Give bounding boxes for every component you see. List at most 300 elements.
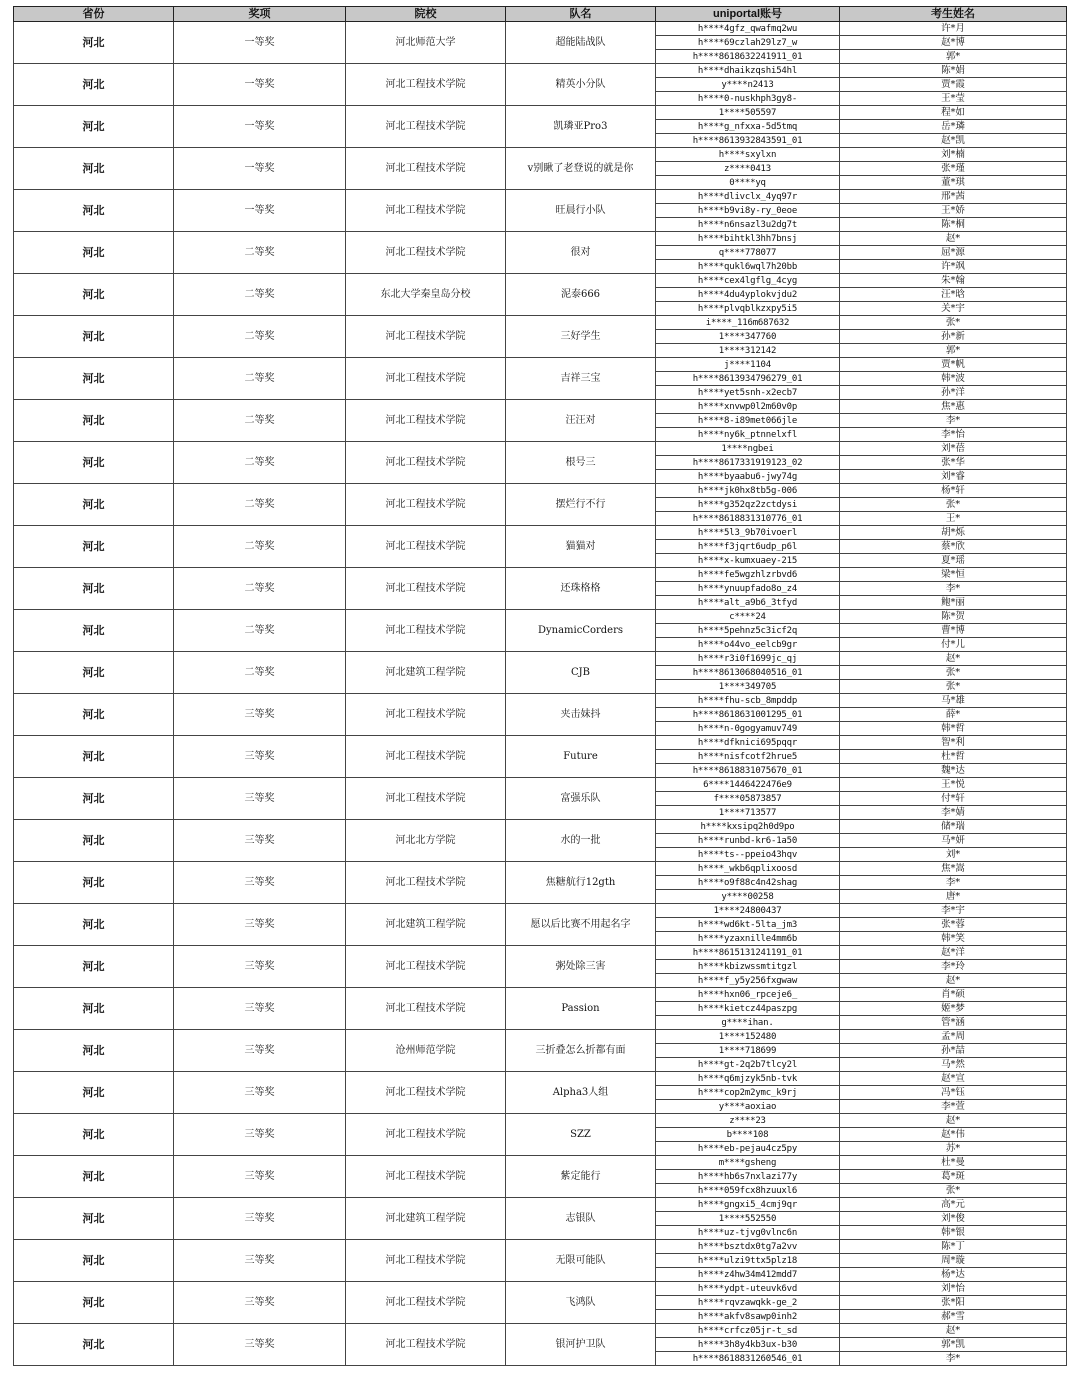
student-name-cell: 李*怡 — [840, 428, 1067, 442]
header-row — [14, 7, 1067, 22]
team-name-cell: 银河护卫队 — [506, 1324, 656, 1366]
table-row — [14, 694, 1067, 708]
school-cell: 河北工程技术学院 — [346, 316, 506, 358]
province-cell: 河北 — [14, 106, 174, 148]
team-name-cell: 志银队 — [506, 1198, 656, 1240]
account-cell: b****108 — [656, 1128, 840, 1142]
student-name-cell: 薛* — [840, 708, 1067, 722]
school-cell: 河北工程技术学院 — [346, 988, 506, 1030]
student-name-cell: 陈*贺 — [840, 610, 1067, 624]
student-name-cell: 刘*睿 — [840, 470, 1067, 484]
team-name-cell: SZZ — [506, 1114, 656, 1156]
award-cell: 一等奖 — [174, 64, 346, 106]
province-cell: 河北 — [14, 610, 174, 652]
account-cell: h****runbd-kr6-1a50 — [656, 834, 840, 848]
account-cell: h****ynuupfado8o_z4 — [656, 582, 840, 596]
table-row — [14, 610, 1067, 624]
student-name-cell: 许*月 — [840, 22, 1067, 36]
school-cell: 河北工程技术学院 — [346, 1114, 506, 1156]
student-name-cell: 汪*晗 — [840, 288, 1067, 302]
account-cell: h****o9f88c4n42shag — [656, 876, 840, 890]
award-cell: 二等奖 — [174, 652, 346, 694]
student-name-cell: 赵*凯 — [840, 134, 1067, 148]
team-name-cell: Future — [506, 736, 656, 778]
header-province: 省份 — [14, 7, 174, 22]
account-cell: 6****1446422476e9 — [656, 778, 840, 792]
account-cell: h****ulzi9ttx5plz18 — [656, 1254, 840, 1268]
student-name-cell: 魏*达 — [840, 764, 1067, 778]
account-cell: h****8618831260546_01 — [656, 1352, 840, 1366]
student-name-cell: 岳*璘 — [840, 120, 1067, 134]
province-cell: 河北 — [14, 1282, 174, 1324]
table-row — [14, 1198, 1067, 1212]
student-name-cell: 关*宇 — [840, 302, 1067, 316]
account-cell: h****cop2m2ymc_k9rj — [656, 1086, 840, 1100]
account-cell: h****qukl6wql7h20bb — [656, 260, 840, 274]
header-school: 院校 — [346, 7, 506, 22]
account-cell: y****aoxiao — [656, 1100, 840, 1114]
account-cell: y****n2413 — [656, 78, 840, 92]
team-name-cell: Alpha3人组 — [506, 1072, 656, 1114]
province-cell: 河北 — [14, 526, 174, 568]
team-name-cell: 凯璘亚Pro3 — [506, 106, 656, 148]
province-cell: 河北 — [14, 1324, 174, 1366]
school-cell: 河北师范大学 — [346, 22, 506, 64]
student-name-cell: 夏*瑶 — [840, 554, 1067, 568]
student-name-cell: 赵* — [840, 1324, 1067, 1338]
account-cell: h****5l3_9b70ivoerl — [656, 526, 840, 540]
account-cell: h****dhaikzqshi54hl — [656, 64, 840, 78]
account-cell: 1****552550 — [656, 1212, 840, 1226]
award-cell: 三等奖 — [174, 1114, 346, 1156]
student-name-cell: 李* — [840, 876, 1067, 890]
student-name-cell: 周*璇 — [840, 1254, 1067, 1268]
award-cell: 二等奖 — [174, 610, 346, 652]
team-name-cell: 猫猫对 — [506, 526, 656, 568]
student-name-cell: 马*妍 — [840, 834, 1067, 848]
student-name-cell: 陈*娟 — [840, 64, 1067, 78]
student-name-cell: 许*飒 — [840, 260, 1067, 274]
province-cell: 河北 — [14, 358, 174, 400]
account-cell: h****sxylxn — [656, 148, 840, 162]
student-name-cell: 赵*伟 — [840, 1128, 1067, 1142]
school-cell: 河北工程技术学院 — [346, 400, 506, 442]
school-cell: 河北工程技术学院 — [346, 1282, 506, 1324]
account-cell: h****yet5snh-x2ecb7 — [656, 386, 840, 400]
student-name-cell: 郭*凯 — [840, 1338, 1067, 1352]
student-name-cell: 韩*波 — [840, 372, 1067, 386]
account-cell: h****gngxi5_4cmj9qr — [656, 1198, 840, 1212]
student-name-cell: 邢*茜 — [840, 190, 1067, 204]
account-cell: h****kbizwssmtitgzl — [656, 960, 840, 974]
student-name-cell: 蔡*欣 — [840, 540, 1067, 554]
award-cell: 三等奖 — [174, 778, 346, 820]
account-cell: h****8618632241911_01 — [656, 50, 840, 64]
student-name-cell: 李* — [840, 414, 1067, 428]
team-name-cell: CJB — [506, 652, 656, 694]
account-cell: 1****713577 — [656, 806, 840, 820]
student-name-cell: 陈*丁 — [840, 1240, 1067, 1254]
table-row — [14, 862, 1067, 876]
account-cell: 1****24800437 — [656, 904, 840, 918]
team-name-cell: 很对 — [506, 232, 656, 274]
student-name-cell: 贾*帆 — [840, 358, 1067, 372]
team-name-cell: 精英小分队 — [506, 64, 656, 106]
school-cell: 河北工程技术学院 — [346, 190, 506, 232]
account-cell: i****_116m687632 — [656, 316, 840, 330]
award-cell: 一等奖 — [174, 106, 346, 148]
team-name-cell: 愿以后比赛不用起名字 — [506, 904, 656, 946]
student-name-cell: 李*宇 — [840, 904, 1067, 918]
team-name-cell: 焦糖航行12gth — [506, 862, 656, 904]
province-cell: 河北 — [14, 946, 174, 988]
student-name-cell: 曹*博 — [840, 624, 1067, 638]
student-name-cell: 赵*宣 — [840, 1072, 1067, 1086]
province-cell: 河北 — [14, 694, 174, 736]
school-cell: 沧州师范学院 — [346, 1030, 506, 1072]
account-cell: 1****505597 — [656, 106, 840, 120]
account-cell: h****uz-tjvg0vlnc6n — [656, 1226, 840, 1240]
team-name-cell: 汪汪对 — [506, 400, 656, 442]
table-row — [14, 526, 1067, 540]
account-cell: 1****312142 — [656, 344, 840, 358]
table-row — [14, 190, 1067, 204]
account-cell: h****8615131241191_01 — [656, 946, 840, 960]
account-cell: 1****718699 — [656, 1044, 840, 1058]
award-cell: 三等奖 — [174, 736, 346, 778]
account-cell: h****8618831310776_01 — [656, 512, 840, 526]
student-name-cell: 李*玲 — [840, 960, 1067, 974]
student-name-cell: 贾*霞 — [840, 78, 1067, 92]
student-name-cell: 程*如 — [840, 106, 1067, 120]
student-name-cell: 王*娇 — [840, 204, 1067, 218]
award-cell: 三等奖 — [174, 1072, 346, 1114]
award-cell: 三等奖 — [174, 946, 346, 988]
student-name-cell: 冯*钰 — [840, 1086, 1067, 1100]
account-cell: h****dfknici695pqqr — [656, 736, 840, 750]
account-cell: h****n-0gogyamuv749 — [656, 722, 840, 736]
student-name-cell: 付*轩 — [840, 792, 1067, 806]
table-row — [14, 22, 1067, 36]
award-cell: 一等奖 — [174, 190, 346, 232]
table-row — [14, 316, 1067, 330]
school-cell: 河北北方学院 — [346, 820, 506, 862]
account-cell: h****z4hw34m412mdd7 — [656, 1268, 840, 1282]
school-cell: 河北工程技术学院 — [346, 778, 506, 820]
student-name-cell: 焦*惠 — [840, 400, 1067, 414]
school-cell: 河北工程技术学院 — [346, 442, 506, 484]
account-cell: h****0-nuskhph3gy8- — [656, 92, 840, 106]
account-cell: h****fe5wgzhlzrbvd6 — [656, 568, 840, 582]
award-cell: 三等奖 — [174, 988, 346, 1030]
account-cell: h****xnvwp0l2m60v0p — [656, 400, 840, 414]
table-row — [14, 1324, 1067, 1338]
team-name-cell: DynamicCorders — [506, 610, 656, 652]
account-cell: g****ihan. — [656, 1016, 840, 1030]
award-cell: 一等奖 — [174, 148, 346, 190]
province-cell: 河北 — [14, 148, 174, 190]
student-name-cell: 郭* — [840, 50, 1067, 64]
account-cell: m****gsheng — [656, 1156, 840, 1170]
award-list-table — [13, 6, 1067, 1366]
award-cell: 三等奖 — [174, 904, 346, 946]
account-cell: h****r3i0f1699jc_qj — [656, 652, 840, 666]
student-name-cell: 韩*笑 — [840, 932, 1067, 946]
account-cell: j****1104 — [656, 358, 840, 372]
table-row — [14, 358, 1067, 372]
student-name-cell: 张*蓉 — [840, 918, 1067, 932]
table-row — [14, 232, 1067, 246]
award-cell: 三等奖 — [174, 1198, 346, 1240]
school-cell: 河北工程技术学院 — [346, 358, 506, 400]
table-row — [14, 988, 1067, 1002]
award-cell: 三等奖 — [174, 1282, 346, 1324]
account-cell: h****8618831075670_01 — [656, 764, 840, 778]
student-name-cell: 刘*蓓 — [840, 442, 1067, 456]
province-cell: 河北 — [14, 22, 174, 64]
account-cell: h****4gfz_qwafmq2wu — [656, 22, 840, 36]
school-cell: 河北工程技术学院 — [346, 484, 506, 526]
student-name-cell: 赵* — [840, 652, 1067, 666]
account-cell: h****bihtkl3hh7bnsj — [656, 232, 840, 246]
student-name-cell: 胡*烁 — [840, 526, 1067, 540]
province-cell: 河北 — [14, 904, 174, 946]
account-cell: h****g352qz2zctdysi — [656, 498, 840, 512]
award-cell: 一等奖 — [174, 22, 346, 64]
team-name-cell: 摆烂行不行 — [506, 484, 656, 526]
student-name-cell: 赵*洋 — [840, 946, 1067, 960]
student-name-cell: 张* — [840, 498, 1067, 512]
account-cell: 1****152480 — [656, 1030, 840, 1044]
account-cell: h****bsztdx0tg7a2vv — [656, 1240, 840, 1254]
student-name-cell: 张* — [840, 1184, 1067, 1198]
school-cell: 河北工程技术学院 — [346, 526, 506, 568]
header-student-name: 考生姓名 — [840, 7, 1067, 22]
account-cell: h****rqvzawqkk-ge_2 — [656, 1296, 840, 1310]
account-cell: 1****ngbei — [656, 442, 840, 456]
school-cell: 河北工程技术学院 — [346, 568, 506, 610]
student-name-cell: 马*雄 — [840, 694, 1067, 708]
province-cell: 河北 — [14, 820, 174, 862]
table-row — [14, 1156, 1067, 1170]
team-name-cell: 三折叠怎么折都有面 — [506, 1030, 656, 1072]
account-cell: h****dlivclx_4yq97r — [656, 190, 840, 204]
student-name-cell: 焦*嵩 — [840, 862, 1067, 876]
province-cell: 河北 — [14, 778, 174, 820]
account-cell: h****byaabu6-jwy74g — [656, 470, 840, 484]
student-name-cell: 董*琪 — [840, 176, 1067, 190]
account-cell: h****n6nsazl3u2dg7t — [656, 218, 840, 232]
province-cell: 河北 — [14, 862, 174, 904]
province-cell: 河北 — [14, 1030, 174, 1072]
account-cell: z****0413 — [656, 162, 840, 176]
school-cell: 河北工程技术学院 — [346, 1156, 506, 1198]
student-name-cell: 智*利 — [840, 736, 1067, 750]
province-cell: 河北 — [14, 736, 174, 778]
table-body — [14, 22, 1067, 1366]
account-cell: h****kietcz44paszpg — [656, 1002, 840, 1016]
award-cell: 二等奖 — [174, 274, 346, 316]
account-cell: h****3h8y4kb3ux-b30 — [656, 1338, 840, 1352]
account-cell: h****8617331919123_02 — [656, 456, 840, 470]
award-cell: 二等奖 — [174, 484, 346, 526]
team-name-cell: v别瞅了老登说的就是你 — [506, 148, 656, 190]
account-cell: h****8-i89met066jle — [656, 414, 840, 428]
account-cell: y****00258 — [656, 890, 840, 904]
account-cell: h****hxn06_rpceje6_ — [656, 988, 840, 1002]
account-cell: h****4du4yplokvjdu2 — [656, 288, 840, 302]
account-cell: h****o44vo_eelcb9gr — [656, 638, 840, 652]
student-name-cell: 孙*新 — [840, 330, 1067, 344]
account-cell: 0****yq — [656, 176, 840, 190]
school-cell: 河北工程技术学院 — [346, 1240, 506, 1282]
award-cell: 二等奖 — [174, 568, 346, 610]
header-team: 队名 — [506, 7, 656, 22]
school-cell: 河北工程技术学院 — [346, 64, 506, 106]
student-name-cell: 储*瑞 — [840, 820, 1067, 834]
account-cell: h****f_y5y256fxgwaw — [656, 974, 840, 988]
account-cell: h****q6mjzyk5nb-tvk — [656, 1072, 840, 1086]
award-cell: 三等奖 — [174, 1324, 346, 1366]
table-row — [14, 274, 1067, 288]
school-cell: 河北工程技术学院 — [346, 232, 506, 274]
student-name-cell: 梁*恒 — [840, 568, 1067, 582]
school-cell: 河北工程技术学院 — [346, 736, 506, 778]
student-name-cell: 肖*硕 — [840, 988, 1067, 1002]
student-name-cell: 王*莹 — [840, 92, 1067, 106]
student-name-cell: 赵* — [840, 1114, 1067, 1128]
account-cell: h****alt_a9b6_3tfyd — [656, 596, 840, 610]
student-name-cell: 屈*源 — [840, 246, 1067, 260]
student-name-cell: 朱*翰 — [840, 274, 1067, 288]
account-cell: h****_wkb6qplixoosd — [656, 862, 840, 876]
province-cell: 河北 — [14, 64, 174, 106]
account-cell: h****8613068040516_01 — [656, 666, 840, 680]
account-cell: h****059fcx8hzuuxl6 — [656, 1184, 840, 1198]
student-name-cell: 刘* — [840, 848, 1067, 862]
account-cell: h****nisfcotf2hrue5 — [656, 750, 840, 764]
account-cell: h****jk0hx8tb5g-006 — [656, 484, 840, 498]
student-name-cell: 刘*怡 — [840, 1282, 1067, 1296]
school-cell: 河北工程技术学院 — [346, 1324, 506, 1366]
account-cell: q****778077 — [656, 246, 840, 260]
award-cell: 二等奖 — [174, 526, 346, 568]
student-name-cell: 李*萱 — [840, 1100, 1067, 1114]
province-cell: 河北 — [14, 232, 174, 274]
province-cell: 河北 — [14, 1198, 174, 1240]
award-cell: 三等奖 — [174, 694, 346, 736]
student-name-cell: 刘*楠 — [840, 148, 1067, 162]
student-name-cell: 杜*曼 — [840, 1156, 1067, 1170]
account-cell: h****69czlah29lz7_w — [656, 36, 840, 50]
team-name-cell: 三好学生 — [506, 316, 656, 358]
province-cell: 河北 — [14, 484, 174, 526]
student-name-cell: 郝*雪 — [840, 1310, 1067, 1324]
student-name-cell: 张*阳 — [840, 1296, 1067, 1310]
table-row — [14, 148, 1067, 162]
province-cell: 河北 — [14, 568, 174, 610]
team-name-cell: 无限可能队 — [506, 1240, 656, 1282]
province-cell: 河北 — [14, 274, 174, 316]
team-name-cell: 飞鸿队 — [506, 1282, 656, 1324]
account-cell: h****b9vi8y-ry_0eoe — [656, 204, 840, 218]
province-cell: 河北 — [14, 1114, 174, 1156]
account-cell: h****ts--ppeio43hqv — [656, 848, 840, 862]
table-row — [14, 1282, 1067, 1296]
award-cell: 三等奖 — [174, 1030, 346, 1072]
student-name-cell: 苏* — [840, 1142, 1067, 1156]
student-name-cell: 姬*梦 — [840, 1002, 1067, 1016]
student-name-cell: 陈*桐 — [840, 218, 1067, 232]
account-cell: h****cex4lgflg_4cyg — [656, 274, 840, 288]
student-name-cell: 高*元 — [840, 1198, 1067, 1212]
student-name-cell: 赵* — [840, 232, 1067, 246]
student-name-cell: 李*婧 — [840, 806, 1067, 820]
table-row — [14, 442, 1067, 456]
student-name-cell: 张* — [840, 666, 1067, 680]
student-name-cell: 杨*轩 — [840, 484, 1067, 498]
team-name-cell: 根号三 — [506, 442, 656, 484]
student-name-cell: 付*儿 — [840, 638, 1067, 652]
school-cell: 河北建筑工程学院 — [346, 904, 506, 946]
table-row — [14, 64, 1067, 78]
award-cell: 二等奖 — [174, 232, 346, 274]
student-name-cell: 王*悦 — [840, 778, 1067, 792]
student-name-cell: 韩*哲 — [840, 722, 1067, 736]
table-header — [14, 7, 1067, 22]
school-cell: 河北工程技术学院 — [346, 1072, 506, 1114]
account-cell: h****crfcz05jr-t_sd — [656, 1324, 840, 1338]
award-cell: 二等奖 — [174, 316, 346, 358]
award-cell: 三等奖 — [174, 820, 346, 862]
school-cell: 河北工程技术学院 — [346, 694, 506, 736]
table-row — [14, 1114, 1067, 1128]
team-name-cell: 吉祥三宝 — [506, 358, 656, 400]
table-row — [14, 484, 1067, 498]
account-cell: h****f3jqrt6udp_p6l — [656, 540, 840, 554]
school-cell: 河北工程技术学院 — [346, 946, 506, 988]
student-name-cell: 孙*洋 — [840, 386, 1067, 400]
province-cell: 河北 — [14, 316, 174, 358]
team-name-cell: 还珠格格 — [506, 568, 656, 610]
student-name-cell: 韩*银 — [840, 1226, 1067, 1240]
team-name-cell: 旺晨行小队 — [506, 190, 656, 232]
account-cell: h****x-kumxuaey-215 — [656, 554, 840, 568]
account-cell: h****ny6k_ptnnelxfl — [656, 428, 840, 442]
school-cell: 河北工程技术学院 — [346, 148, 506, 190]
school-cell: 河北工程技术学院 — [346, 106, 506, 148]
award-cell: 三等奖 — [174, 862, 346, 904]
account-cell: h****5pehnz5c3icf2q — [656, 624, 840, 638]
header-award: 奖项 — [174, 7, 346, 22]
account-cell: h****g_nfxxa-5d5tmq — [656, 120, 840, 134]
student-name-cell: 马*然 — [840, 1058, 1067, 1072]
student-name-cell: 赵*博 — [840, 36, 1067, 50]
school-cell: 河北建筑工程学院 — [346, 1198, 506, 1240]
table-row — [14, 946, 1067, 960]
account-cell: h****hb6s7nxlazi77y — [656, 1170, 840, 1184]
student-name-cell: 孟*周 — [840, 1030, 1067, 1044]
province-cell: 河北 — [14, 652, 174, 694]
account-cell: 1****347760 — [656, 330, 840, 344]
award-cell: 二等奖 — [174, 442, 346, 484]
province-cell: 河北 — [14, 1072, 174, 1114]
table-row — [14, 778, 1067, 792]
account-cell: h****plvqblkzxpy5i5 — [656, 302, 840, 316]
student-name-cell: 鲍*丽 — [840, 596, 1067, 610]
school-cell: 河北建筑工程学院 — [346, 652, 506, 694]
province-cell: 河北 — [14, 1240, 174, 1282]
